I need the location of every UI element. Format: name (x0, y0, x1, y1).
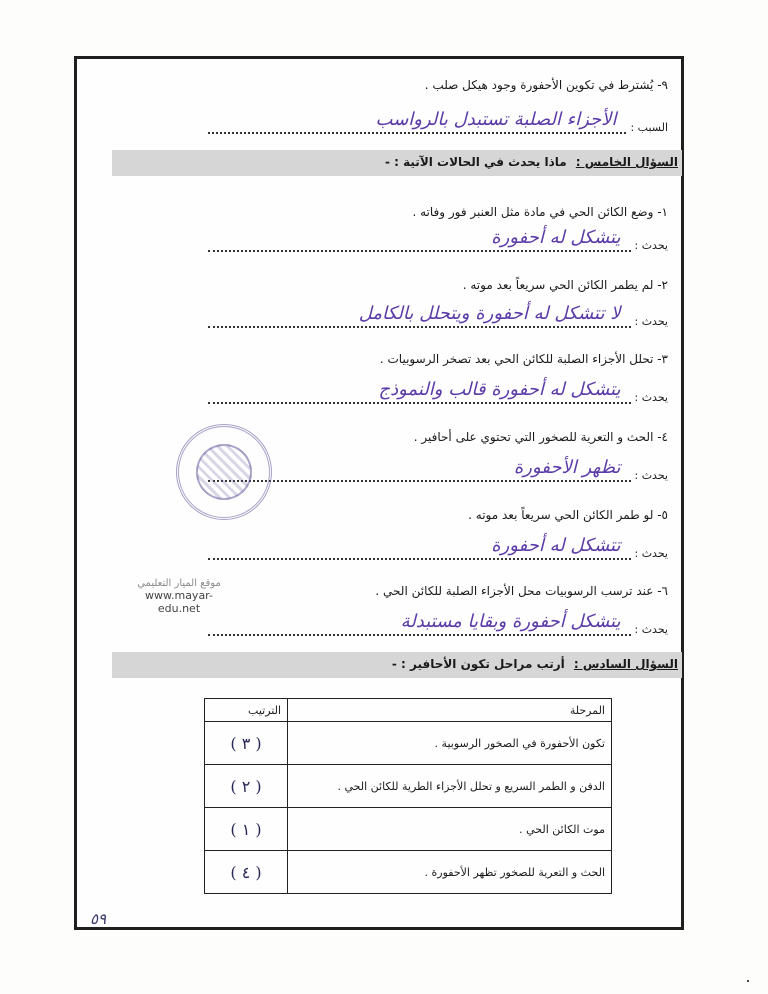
handwritten-answer: يتشكل له أحفورة (491, 227, 621, 248)
answer-line (208, 378, 631, 404)
order-cell: ( ٣ ) (205, 722, 288, 765)
section5-heading (112, 150, 682, 176)
stage-cell: الحث و التعرية للصخور تظهر الأحفورة . (288, 851, 612, 894)
stage-cell: تكون الأحفورة في الصخور الرسوبية . (288, 722, 612, 765)
s5-item-5-text: ٥- لو طمر الكائن الحي سريعاً بعد موته . (468, 508, 668, 522)
answer-label: يحدث : (634, 469, 668, 482)
handwritten-answer: تظهر الأحفورة (513, 457, 621, 478)
answer-label: يحدث : (634, 391, 668, 404)
answer-line (208, 108, 626, 134)
col-order-header: الترتيب (205, 699, 288, 722)
section6-heading-label: السؤال السادس : (573, 657, 678, 671)
q9-text: ٩- يُشترط في تكوين الأحفورة وجود هيكل صلب . (424, 78, 668, 92)
section6-heading (112, 652, 682, 678)
answer-label: يحدث : (634, 547, 668, 560)
section5-heading-label: السؤال الخامس : (575, 155, 678, 169)
s5-item-4-text: ٤- الحث و التعرية للصخور التي تحتوي على أحافير . (413, 430, 668, 444)
answer-label: يحدث : (634, 623, 668, 636)
globe-icon (196, 444, 252, 500)
section6-heading-text: أرتب مراحل تكون الأحافير : - (391, 657, 565, 671)
table-row (205, 765, 612, 808)
order-cell: ( ٤ ) (205, 851, 288, 894)
answer-label: يحدث : (634, 315, 668, 328)
s5-item-1-answer-row (208, 226, 668, 252)
answer-label: يحدث : (634, 239, 668, 252)
stages-table (204, 698, 612, 894)
section5-heading-text: ماذا يحدث في الحالات الآتية : - (385, 155, 567, 169)
s5-item-4-answer-row (208, 456, 668, 482)
s5-item-1-text: ١- وضع الكائن الحي في مادة مثل العنبر فور وفاته . (412, 205, 668, 219)
handwritten-answer: يتشكل أحفورة وبقايا مستبدلة (400, 611, 621, 632)
stage-cell: موت الكائن الحي . (288, 808, 612, 851)
handwritten-answer: يتشكل له أحفورة قالب والنموذج (378, 379, 621, 400)
answer-line (208, 610, 631, 636)
order-cell: ( ١ ) (205, 808, 288, 851)
table-row (205, 808, 612, 851)
table-row (205, 722, 612, 765)
s5-item-5-answer-row (208, 534, 668, 560)
scan-speck (747, 980, 749, 982)
seal-stamp (176, 424, 272, 520)
site-watermark (124, 578, 234, 615)
q9-answer-row (208, 108, 668, 134)
page-number: ٥٩ (90, 910, 107, 928)
handwritten-answer: لا تتشكل له أحفورة ويتحلل بالكامل (358, 303, 621, 324)
order-cell: ( ٢ ) (205, 765, 288, 808)
handwritten-answer: تتشكل له أحفورة (491, 535, 621, 556)
reason-label: السبب : (630, 121, 668, 134)
s5-item-2-text: ٢- لم يطمر الكائن الحي سريعاً بعد موته . (462, 278, 668, 292)
handwritten-answer: الأجزاء الصلبة تستبدل بالرواسب (375, 109, 617, 130)
s5-item-3-answer-row (208, 378, 668, 404)
s5-item-6-text: ٦- عند ترسب الرسوبيات محل الأجزاء الصلبة للكائن الحي . (375, 584, 668, 598)
site-url: www.mayar-edu.net (145, 589, 213, 615)
s5-item-6-answer-row (208, 610, 668, 636)
table-header-row (205, 699, 612, 722)
site-name: موقع الميار التعليمي (137, 578, 221, 589)
answer-line (208, 534, 631, 560)
answer-line (208, 226, 631, 252)
table-row (205, 851, 612, 894)
stage-cell: الدفن و الطمر السريع و تحلل الأجزاء الطرية للكائن الحي . (288, 765, 612, 808)
s5-item-3-text: ٣- تحلل الأجزاء الصلبة للكائن الحي بعد تصخر الرسوبيات . (379, 352, 668, 366)
col-stage-header: المرحلة (288, 699, 612, 722)
answer-line (208, 302, 631, 328)
s5-item-2-answer-row (208, 302, 668, 328)
